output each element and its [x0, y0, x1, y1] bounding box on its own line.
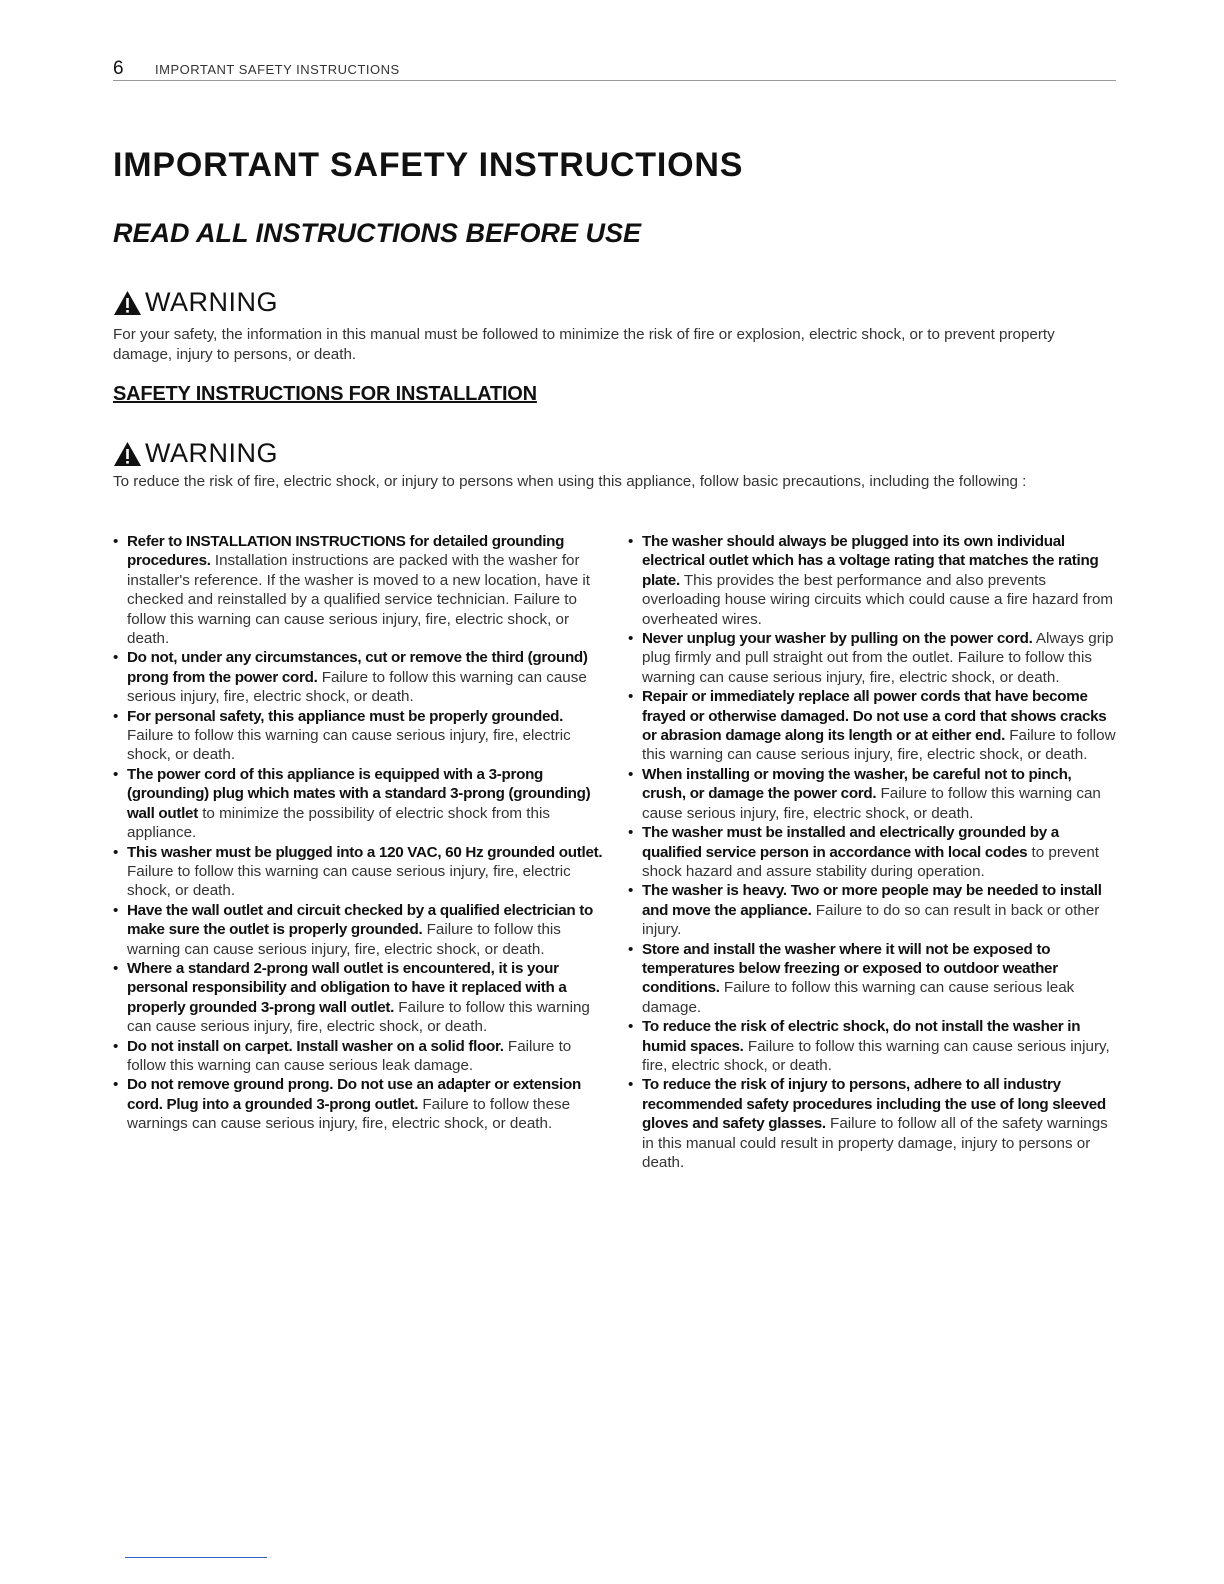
- list-item: • To reduce the risk of injury to persons, adhere to all industry recommended safety procedures including the use of long sleeved gloves and safety glasses. Failure to follow all of the safety warnings in this manual could result in property damage, injury to persons or death.: [628, 1075, 1118, 1172]
- page-title: IMPORTANT SAFETY INSTRUCTIONS: [113, 146, 744, 184]
- list-item: • Do not remove ground prong. Do not use an adapter or extension cord. Plug into a grounded 3-prong outlet. Failure to follow these warnings can cause serious injury, fire, electric shock, or death.: [113, 1075, 603, 1133]
- warning-triangle-icon: [113, 290, 142, 316]
- list-item: • Refer to INSTALLATION INSTRUCTIONS for detailed grounding procedures. Installation instructions are packed with the washer for installer's reference. If the washer is moved to a new location, have it checked and reinstalled by a qualified service technician. Failure to follow this warning can cause serious injury, fire, electric shock, or death.: [113, 532, 603, 648]
- warning-triangle-icon: [113, 441, 142, 467]
- list-item: • Store and install the washer where it will not be exposed to temperatures below freezing or exposed to outdoor weather conditions. Failure to follow this warning can cause serious leak damage.: [628, 940, 1118, 1018]
- list-item: • The washer is heavy. Two or more people may be needed to install and move the appliance. Failure to do so can result in back or other injury.: [628, 881, 1118, 939]
- list-item: • When installing or moving the washer, be careful not to pinch, crush, or damage the power cord. Failure to follow this warning can cause serious injury, fire, electric shock, or death.: [628, 765, 1118, 823]
- warning-heading-installation: [113, 438, 278, 469]
- page-number: 6: [113, 58, 124, 79]
- right-instruction-list: [628, 532, 1118, 1172]
- list-item: • To reduce the risk of electric shock, do not install the washer in humid spaces. Failure to follow this warning can cause serious injury, fire, electric shock, or death.: [628, 1017, 1118, 1075]
- footer-divider: [125, 1557, 267, 1558]
- list-item: • Have the wall outlet and circuit checked by a qualified electrician to make sure the outlet is properly grounded. Failure to follow this warning can cause serious injury, fire, electric shock, or death.: [113, 901, 603, 959]
- list-item: • The power cord of this appliance is equipped with a 3-prong (grounding) plug which mates with a standard 3-prong (grounding) wall outlet to minimize the possibility of electric shock from this appliance.: [113, 765, 603, 843]
- page-subtitle: READ ALL INSTRUCTIONS BEFORE USE: [113, 218, 642, 248]
- left-instruction-list: [113, 532, 603, 1134]
- section-heading: SAFETY INSTRUCTIONS FOR INSTALLATION: [113, 383, 537, 405]
- list-item: • Never unplug your washer by pulling on the power cord. Always grip plug firmly and pull straight out from the outlet. Failure to follow this warning can cause serious injury, fire, electric shock, or death.: [628, 629, 1118, 687]
- list-item: • For personal safety, this appliance must be properly grounded. Failure to follow this warning can cause serious injury, fire, electric shock, or death.: [113, 707, 603, 765]
- list-item: • Do not install on carpet. Install washer on a solid floor. Failure to follow this warning can cause serious leak damage.: [113, 1037, 603, 1076]
- list-item: • Where a standard 2-prong wall outlet is encountered, it is your personal responsibility and obligation to have it replaced with a properly grounded 3-prong wall outlet. Failure to follow this warning can cause serious injury, fire, electric shock, or death.: [113, 959, 603, 1037]
- warning-label: WARNING: [145, 438, 278, 468]
- warning-installation-text: To reduce the risk of fire, electric shock, or injury to persons when using this appliance, follow basic precautions, including the following :: [113, 473, 1027, 490]
- warning-label: WARNING: [145, 287, 278, 317]
- list-item: • This washer must be plugged into a 120 VAC, 60 Hz grounded outlet. Failure to follow this warning can cause serious injury, fire, electric shock, or death.: [113, 843, 603, 901]
- warning-heading-general: [113, 287, 278, 318]
- list-item: • Repair or immediately replace all power cords that have become frayed or otherwise damaged. Do not use a cord that shows cracks or abrasion damage along its length or at either end. Failure to follow this warning can cause serious injury, fire, electric shock, or death.: [628, 687, 1118, 765]
- list-item: • The washer must be installed and electrically grounded by a qualified service person in accordance with local codes to prevent shock hazard and assure stability during operation.: [628, 823, 1118, 881]
- page-header: [113, 58, 1116, 81]
- list-item: • The washer should always be plugged into its own individual electrical outlet which has a voltage rating that matches the rating plate. This provides the best performance and also prevents overloading house wiring circuits which could cause a fire hazard from overheated wires.: [628, 532, 1118, 629]
- list-item: • Do not, under any circumstances, cut or remove the third (ground) prong from the power cord. Failure to follow this warning can cause serious injury, fire, electric shock, or death.: [113, 648, 603, 706]
- warning-general-text: For your safety, the information in this manual must be followed to minimize the risk of fire or explosion, electric shock, or to prevent property damage, injury to persons, or death.: [113, 326, 1055, 363]
- header-title: IMPORTANT SAFETY INSTRUCTIONS: [155, 62, 400, 77]
